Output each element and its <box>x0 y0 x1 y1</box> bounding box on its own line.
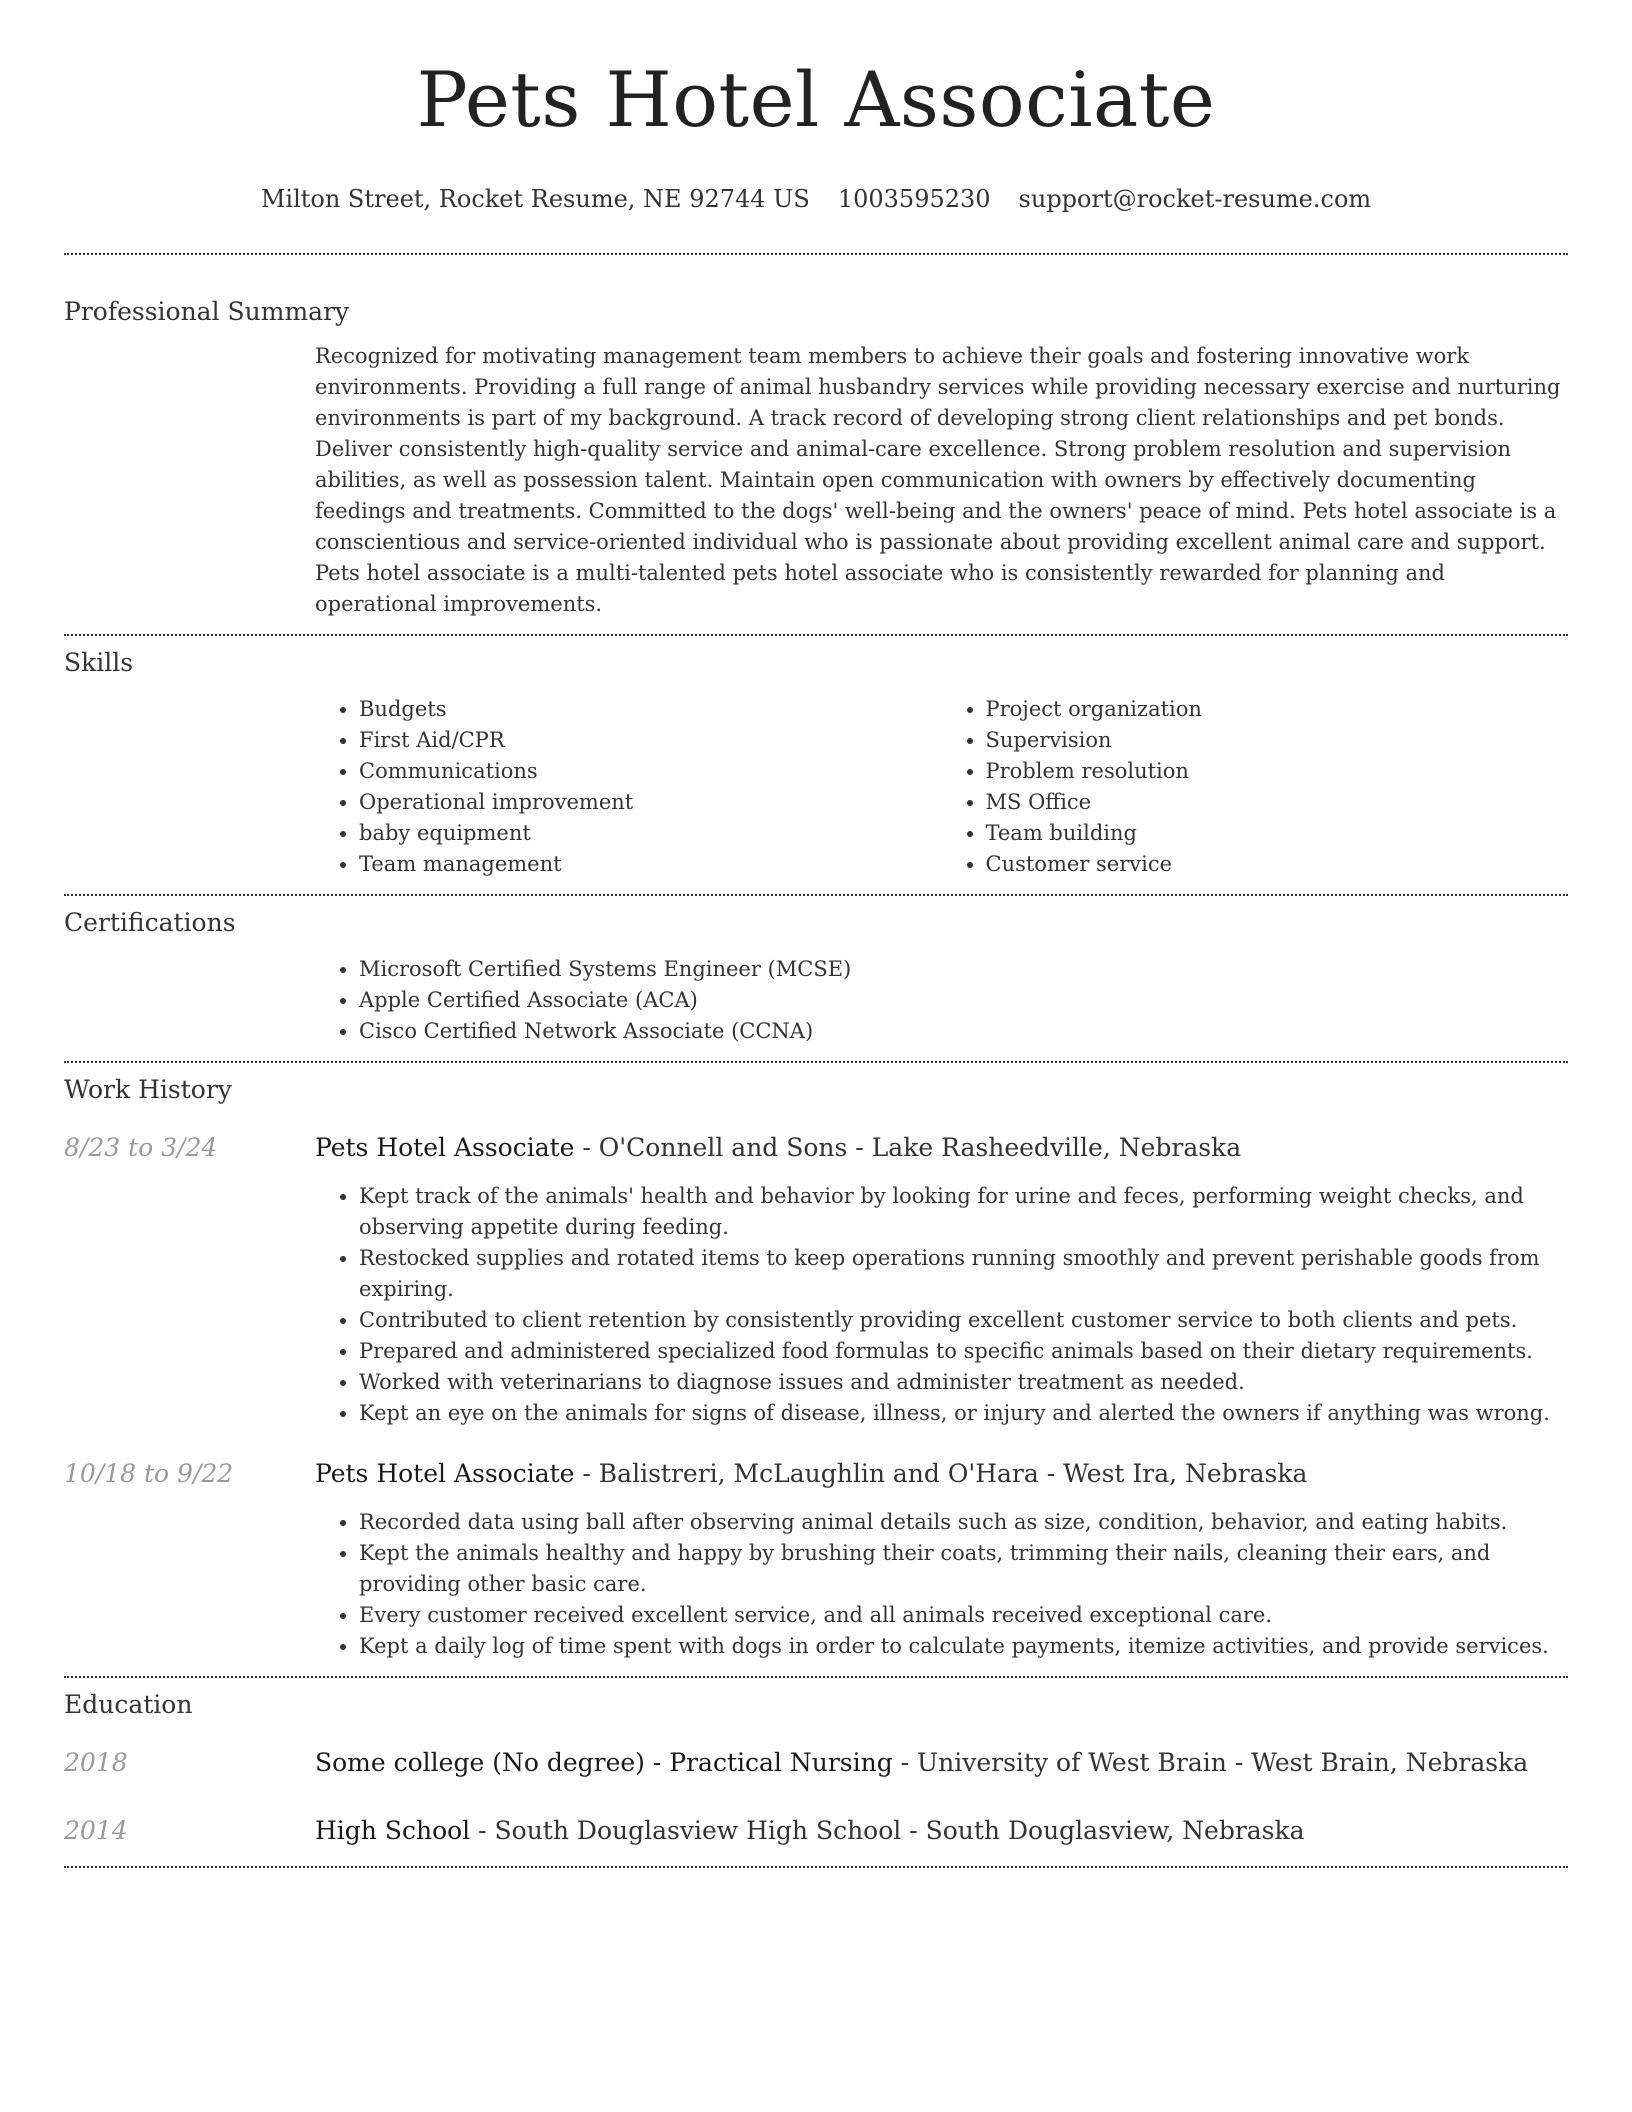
certifications-title: Certifications <box>64 908 236 937</box>
job-heading <box>315 1459 1307 1489</box>
education-date: 2018 <box>64 1748 128 1777</box>
skills-grid <box>315 694 1568 880</box>
certifications-body <box>315 954 1568 1047</box>
education-heading <box>315 1748 1528 1778</box>
job-date: 8/23 to 3/24 <box>64 1133 218 1162</box>
skill-item: • Team building <box>986 818 1569 849</box>
skill-item: • MS Office <box>986 787 1569 818</box>
job-details <box>315 1507 1568 1662</box>
education-section <box>64 1690 1568 1846</box>
job-role: Pets Hotel Associate <box>315 1459 575 1488</box>
certification-item: • Microsoft Certified Systems Engineer (MCSE) <box>359 954 1568 985</box>
candidate-name: Pets Hotel Associate <box>416 55 1216 144</box>
job-bullet: • Kept an eye on the animals for signs of disease, illness, or injury and alerted the owners if anything was wrong. <box>359 1398 1568 1429</box>
skill-item: • Problem resolution <box>986 756 1569 787</box>
work-title: Work History <box>64 1075 232 1104</box>
job-date: 10/18 to 9/22 <box>64 1459 234 1488</box>
job-bullet: • Contributed to client retention by consistently providing excellent customer service to both clients and pets. <box>359 1305 1568 1336</box>
job-bullet: • Prepared and administered specialized food formulas to specific animals based on their dietary requirements. <box>359 1336 1568 1367</box>
education-school: - South Douglasview High School - South Douglasview, Nebraska <box>470 1816 1305 1845</box>
work-divider <box>64 1676 1568 1678</box>
skill-item: • Team management <box>359 849 942 880</box>
skill-item: • Customer service <box>986 849 1569 880</box>
job-bullet: • Kept the animals healthy and happy by brushing their coats, trimming their nails, cleaning their ears, and providing other basic care. <box>359 1538 1568 1600</box>
contact-phone: 1003595230 <box>837 185 991 213</box>
skill-item: • Operational improvement <box>359 787 942 818</box>
skill-item: • First Aid/CPR <box>359 725 942 756</box>
education-heading <box>315 1816 1305 1846</box>
summary-divider <box>64 634 1568 636</box>
job-entry <box>64 1459 1568 1489</box>
job-bullet: • Kept a daily log of time spent with dogs in order to calculate payments, itemize activities, and provide services. <box>359 1631 1568 1662</box>
education-degree: Some college (No degree) - Practical Nursing <box>315 1748 893 1777</box>
certifications-list <box>315 954 1568 1047</box>
contact-address: Milton Street, Rocket Resume, NE 92744 US <box>260 185 810 213</box>
contact-email: support@rocket-resume.com <box>1018 185 1372 213</box>
skills-divider <box>64 894 1568 896</box>
job-entry <box>64 1133 1568 1163</box>
job-details <box>315 1181 1568 1429</box>
job-role: Pets Hotel Associate <box>315 1133 575 1162</box>
skill-item: • Budgets <box>359 694 942 725</box>
job-employer: - O'Connell and Sons - Lake Rasheedville, Nebraska <box>574 1133 1242 1162</box>
education-date: 2014 <box>64 1816 128 1845</box>
skill-item: • baby equipment <box>359 818 942 849</box>
skills-title: Skills <box>64 648 134 677</box>
summary-body <box>315 341 1568 620</box>
certifications-section <box>64 908 1568 1047</box>
certifications-divider <box>64 1061 1568 1063</box>
education-title: Education <box>64 1690 193 1719</box>
certification-item: • Apple Certified Associate (ACA) <box>359 985 1568 1016</box>
job-bullets <box>315 1507 1568 1662</box>
skill-item: • Communications <box>359 756 942 787</box>
job-bullet: • Worked with veterinarians to diagnose issues and administer treatment as needed. <box>359 1367 1568 1398</box>
contact-line <box>64 184 1568 214</box>
job-bullet: • Restocked supplies and rotated items to keep operations running smoothly and prevent perishable goods from expiring. <box>359 1243 1568 1305</box>
education-entry <box>64 1748 1568 1778</box>
skills-list-right <box>942 694 1569 880</box>
work-section <box>64 1075 1568 1662</box>
skills-list-left <box>315 694 942 880</box>
skills-section <box>64 648 1568 880</box>
skill-item: • Supervision <box>986 725 1569 756</box>
education-school: - University of West Brain - West Brain, Nebraska <box>892 1748 1529 1777</box>
education-degree: High School <box>315 1816 471 1845</box>
job-bullet: • Recorded data using ball after observing animal details such as size, condition, behavior, and eating habits. <box>359 1507 1568 1538</box>
summary-section <box>64 297 1568 620</box>
job-bullet: • Kept track of the animals' health and behavior by looking for urine and feces, performing weight checks, and observing appetite during feeding. <box>359 1181 1568 1243</box>
job-bullet: • Every customer received excellent service, and all animals received exceptional care. <box>359 1600 1568 1631</box>
header-divider <box>64 253 1568 255</box>
certification-item: • Cisco Certified Network Associate (CCNA) <box>359 1016 1568 1047</box>
summary-title: Professional Summary <box>64 297 350 326</box>
job-employer: - Balistreri, McLaughlin and O'Hara - West Ira, Nebraska <box>574 1459 1308 1488</box>
job-heading <box>315 1133 1241 1163</box>
education-entry <box>64 1816 1568 1846</box>
education-divider <box>64 1866 1568 1868</box>
summary-text: Recognized for motivating management team members to achieve their goals and fostering innovative work environments. Providing a full range of animal husbandry services while providing necessary exercise and nurturing environments is part of my background. A track record of developing strong client relationships and pet bonds. Deliver consistently high-quality service and animal-care excellence. Strong problem resolution and supervision abilities, as well as possession talent. Maintain open communication with owners by effectively documenting feedings and treatments. Committed to the dogs' well-being and the owners' peace of mind. Pets hotel associate is a conscientious and service-oriented individual who is passionate about providing excellent animal care and support. Pets hotel associate is a multi-talented pets hotel associate who is consistently rewarded for planning and operational improvements. <box>315 344 1561 616</box>
job-bullets <box>315 1181 1568 1429</box>
skill-item: • Project organization <box>986 694 1569 725</box>
